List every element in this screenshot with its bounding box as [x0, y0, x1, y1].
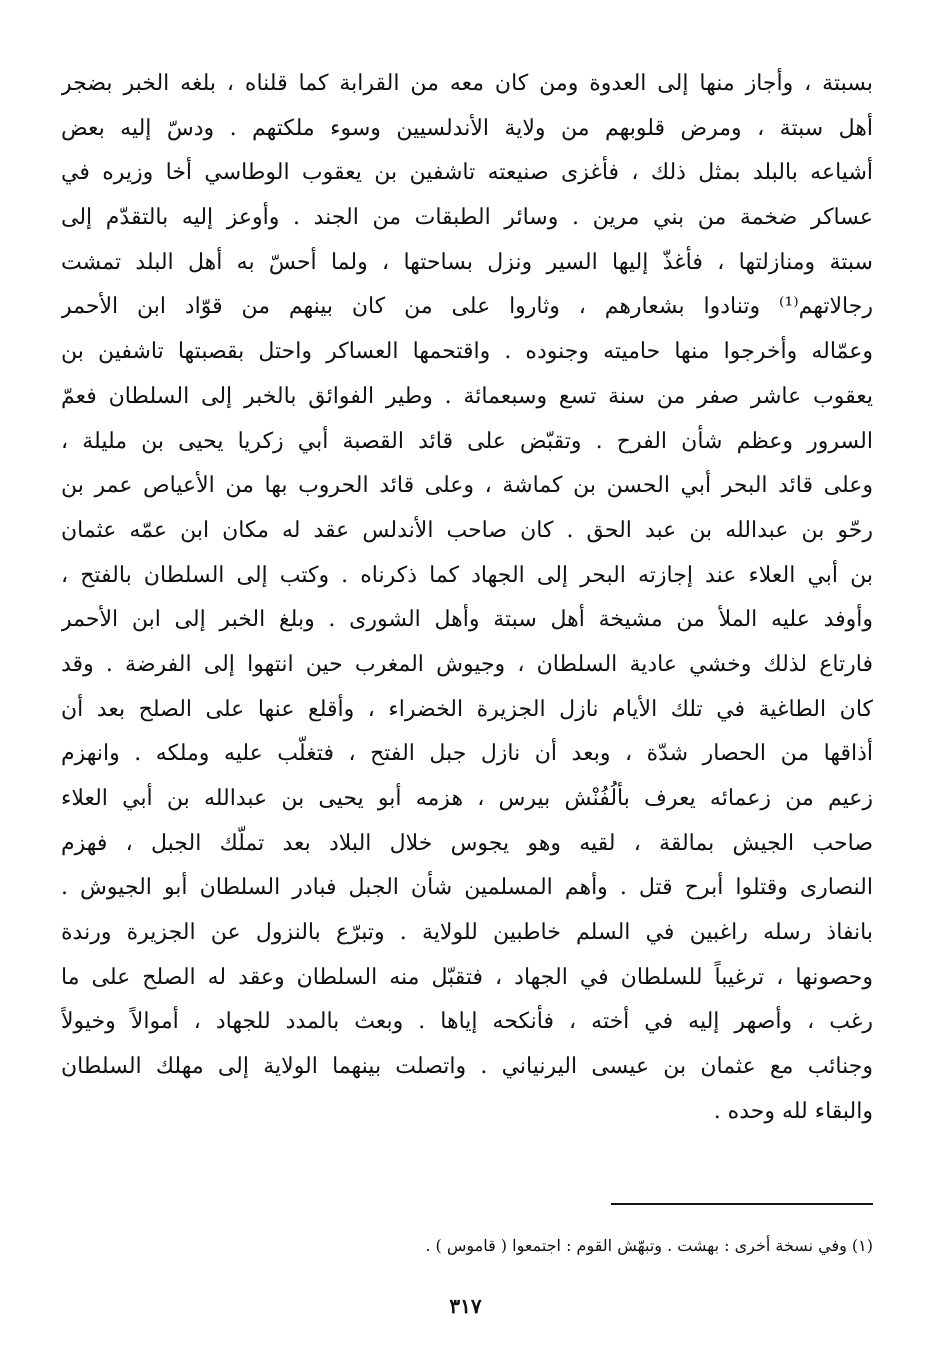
text-line: أهل سبتة ، ومرض قلوبهم من ولاية الأندلسيين وسوء ملكتهم . ودسّ إليه بعض	[61, 115, 873, 141]
text-line: عساكر ضخمة من بني مرين . وسائر الطبقات من الجند . وأوعز إليه بالتقدّم إلى	[61, 205, 873, 231]
page-number: ٣١٧	[449, 1294, 482, 1318]
text-line: وعمّاله وأخرجوا منها حاميته وجنوده . واقتحمها العساكر واحتل بقصبتها تاشفين بن	[61, 339, 873, 365]
text-line: بانفاذ رسله راغبين في السلم خاطبين للولاية . وتبرّع بالنزول عن الجزيرة ورندة	[61, 920, 873, 946]
text-line: يعقوب عاشر صفر من سنة تسع وسبعمائة . وطير الفوائق بالخبر إلى السلطان فعمّ	[61, 383, 873, 409]
main-text-block	[61, 62, 873, 1135]
text-line: كان الطاغية في تلك الأيام نازل الجزيرة الخضراء ، وأقلع عنها على الصلح بعد أن	[61, 696, 873, 722]
text-line: صاحب الجيش بمالقة ، لقيه وهو يجوس خلال البلاد بعد تملّك الجبل ، فهزم	[61, 830, 873, 856]
text-line: وأوفد عليه الملأ من مشيخة أهل سبتة وأهل الشورى . وبلغ الخبر إلى ابن الأحمر	[61, 607, 873, 633]
text-line-last: والبقاء لله وحده .	[713, 1098, 873, 1124]
footnote: (١) وفي نسخة أخرى : بهشت . وتبهّش القوم : اجتمعوا ( قاموس ) .	[425, 1236, 873, 1255]
text-line: زعيم من زعمائه يعرف بألُفُنْش بيرس ، هزمه أبو يحيى بن عبدالله بن أبي العلاء	[61, 786, 873, 811]
text-line: فارتاع لذلك وخشي عادية السلطان ، وجيوش المغرب حين انتهوا إلى الفرضة . وقد	[61, 651, 873, 677]
text-line: أذاقها من الحصار شدّة ، وبعد أن نازل جبل الفتح ، فتغلّب عليه وملكه . وانهزم	[61, 741, 873, 767]
text-line: وعلى قائد البحر أبي الحسن بن كماشة ، وعلى قائد الحروب بها من الأعياص عمر بن	[61, 473, 873, 499]
text-line: السرور وعظم شأن الفرح . وتقبّض على قائد القصبة أبي زكريا يحيى بن مليلة ،	[61, 428, 873, 454]
text-line: أشياعه بالبلد بمثل ذلك ، فأغزى صنيعته تاشفين بن يعقوب الوطاسي أخا وزيره في	[61, 160, 873, 186]
text-line: رحّو بن عبدالله بن عبد الحق . كان صاحب الأندلس عقد له مكان ابن عمّه عثمان	[61, 517, 873, 543]
footnote-separator	[611, 1203, 873, 1205]
text-line: النصارى وقتلوا أبرح قتل . وأهم المسلمين شأن الجبل فبادر السلطان أبو الجيوش .	[61, 875, 873, 901]
text-line: بن أبي العلاء عند إجازته البحر إلى الجهاد كما ذكرناه . وكتب إلى السلطان بالفتح ،	[61, 562, 873, 588]
text-line: وجنائب مع عثمان بن عيسى اليرنياني . واتصلت بينهما الولاية إلى مهلك السلطان	[61, 1054, 873, 1080]
text-line: رغب ، وأصهر إليه في أخته ، فأنكحه إياها . وبعث بالمدد للجهاد ، أموالاً وخيولاً	[61, 1009, 873, 1035]
text-line: رجالاتهم⁽¹⁾ وتنادوا بشعارهم ، وثاروا على من كان بينهم من قوّاد ابن الأحمر	[61, 294, 873, 320]
text-line: بسبتة ، وأجاز منها إلى العدوة ومن كان معه من القرابة كما قلناه ، بلغه الخبر بضجر	[61, 71, 873, 96]
text-line: سبتة ومنازلتها ، فأغذّ إليها السير ونزل بساحتها ، ولما أحسّ به أهل البلد تمشت	[61, 249, 873, 275]
text-line: وحصونها ، ترغيباً للسلطان في الجهاد ، فتقبّل منه السلطان وعقد له الصلح على ما	[61, 964, 873, 990]
